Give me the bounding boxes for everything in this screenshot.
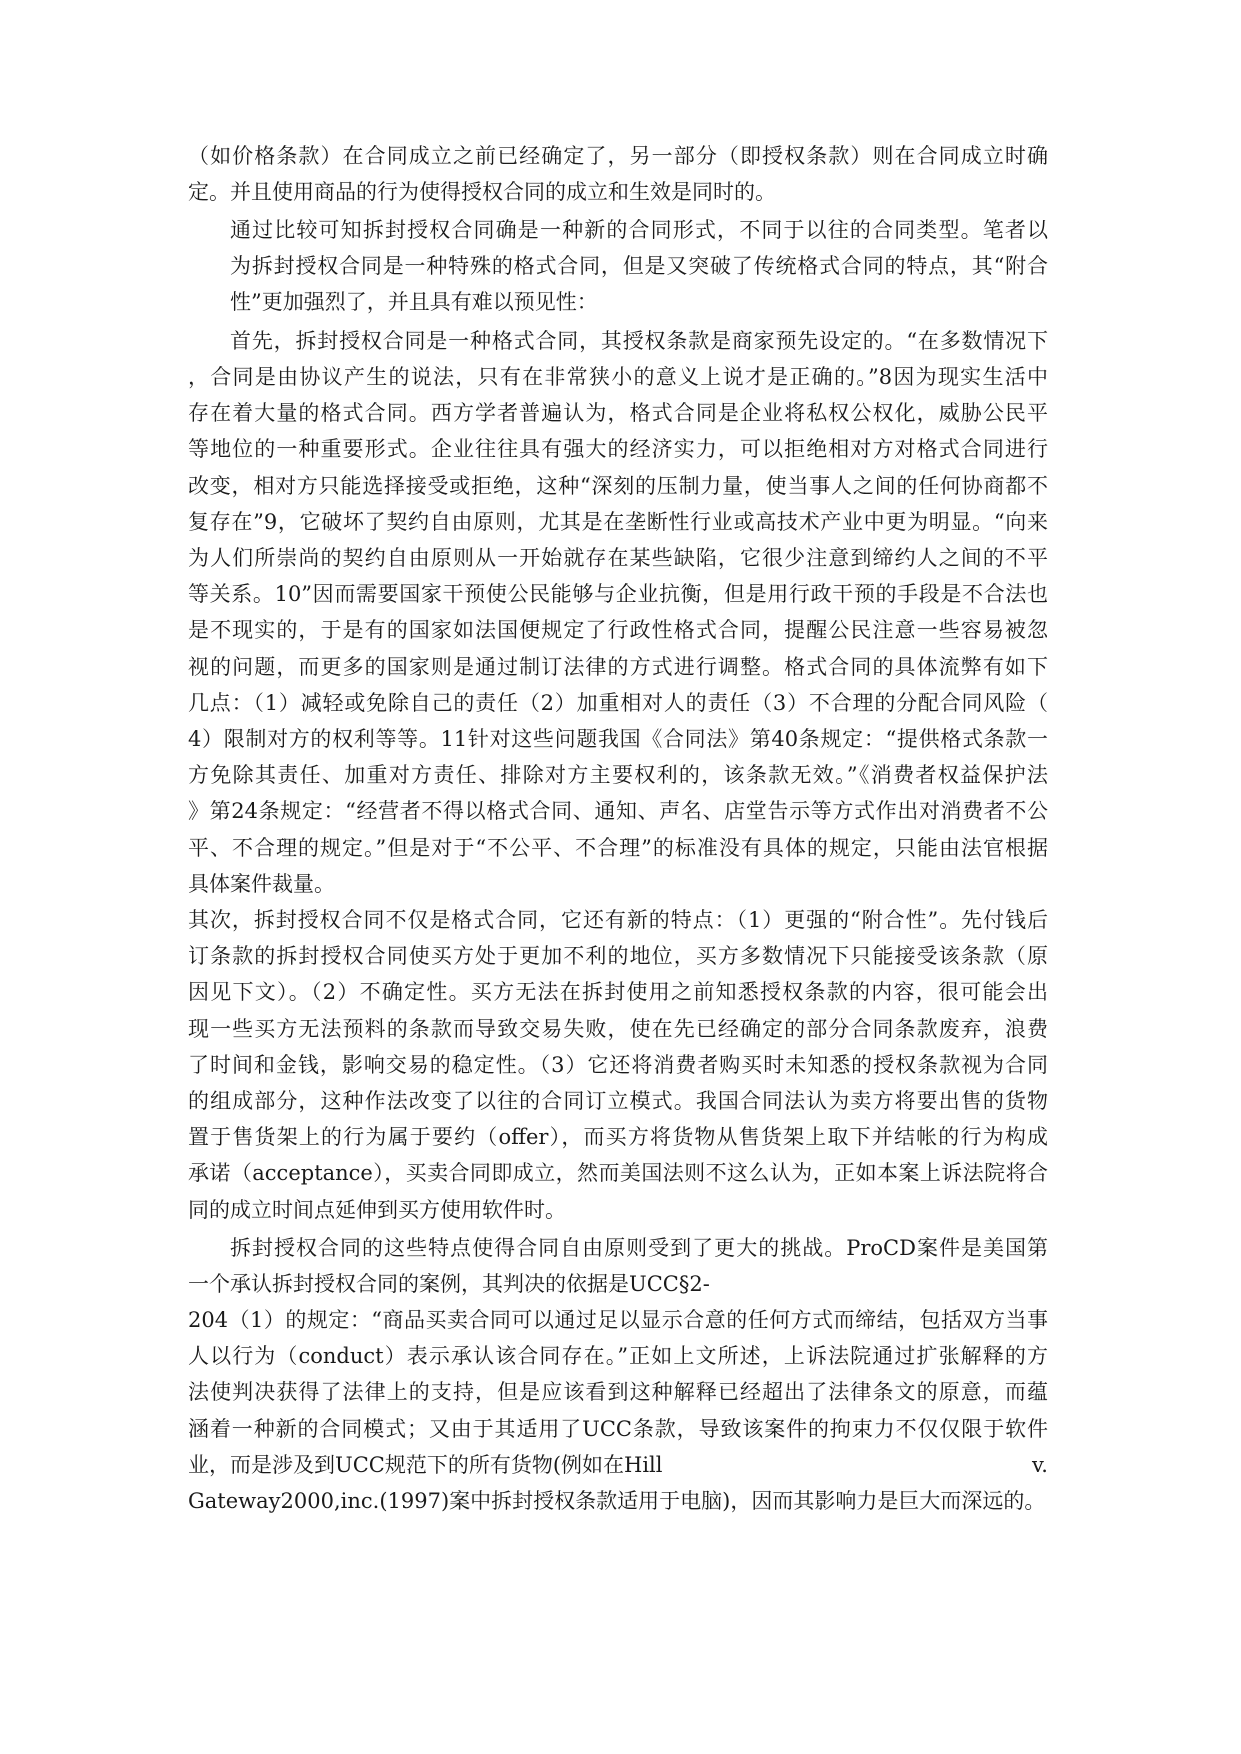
text-line: 现一些买方无法预料的条款而导致交易失败，使在先已经确定的部分合同条款废弃，浪费 [188, 1017, 1048, 1041]
text-line: 定。并且使用商品的行为使得授权合同的成立和生效是同时的。 [188, 180, 776, 204]
text-line: （如价格条款）在合同成立之前已经确定了，另一部分（即授权条款）则在合同成立时确 [188, 144, 1048, 168]
text-line: 因见下文）。（2）不确定性。买方无法在拆封使用之前知悉授权条款的内容，很可能会出 [188, 980, 1048, 1004]
text-line: Gateway2000,inc.(1997)案中拆封授权条款适用于电脑)，因而其影响力是巨大而深远的。 [188, 1489, 1046, 1513]
text-line: 存在着大量的格式合同。西方学者普遍认为，格式合同是企业将私权公权化，威胁公民平 [188, 401, 1048, 425]
text-line: 同的成立时间点延伸到买方使用软件时。 [188, 1198, 566, 1222]
text-line: 具体案件裁量。 [188, 872, 335, 896]
text-line: v. [1031, 1453, 1048, 1477]
text-line: 其次，拆封授权合同不仅是格式合同，它还有新的特点：（1）更强的“附合性”。先付钱后 [188, 908, 1048, 932]
text-line: 业，而是涉及到UCC规范下的所有货物(例如在Hill [188, 1453, 663, 1477]
text-line: 平、不合理的规定。”但是对于“不公平、不合理”的标准没有具体的规定，只能由法官根据 [188, 836, 1048, 860]
text-line: 首先，拆封授权合同是一种格式合同，其授权条款是商家预先设定的。“在多数情况下 [230, 329, 1048, 353]
text-line: 几点：（1）减轻或免除自己的责任（2）加重相对人的责任（3）不合理的分配合同风险（ [188, 691, 1048, 715]
text-line: 4）限制对方的权利等等。11针对这些问题我国《合同法》第40条规定：“提供格式条款一 [188, 727, 1048, 751]
text-line: 拆封授权合同的这些特点使得合同自由原则受到了更大的挑战。ProCD案件是美国第 [230, 1236, 1048, 1260]
text-line: 订条款的拆封授权合同使买方处于更加不利的地位，买方多数情况下只能接受该条款（原 [188, 944, 1048, 968]
text-line: 方免除其责任、加重对方责任、排除对方主要权利的，该条款无效。”《消费者权益保护法 [188, 763, 1048, 787]
text-line: 等关系。10”因而需要国家干预使公民能够与企业抗衡，但是用行政干预的手段是不合法也 [188, 582, 1048, 606]
text-line: 是不现实的，于是有的国家如法国便规定了行政性格式合同，提醒公民注意一些容易被忽 [188, 618, 1048, 642]
text-line: 置于售货架上的行为属于要约（offer），而买方将货物从售货架上取下并结帐的行为构成 [188, 1125, 1048, 1149]
text-line: 204（1）的规定：“商品买卖合同可以通过足以显示合意的任何方式而缔结，包括双方当事 [188, 1308, 1048, 1332]
text-line: 为拆封授权合同是一种特殊的格式合同，但是又突破了传统格式合同的特点，其“附合 [230, 254, 1048, 278]
text-line: ，合同是由协议产生的说法，只有在非常狭小的意义上说才是正确的。”8因为现实生活中 [188, 365, 1048, 389]
text-line: 了时间和金钱，影响交易的稳定性。（3）它还将消费者购买时未知悉的授权条款视为合同 [188, 1053, 1048, 1077]
text-line: 法使判决获得了法律上的支持，但是应该看到这种解释已经超出了法律条文的原意，而蕴 [188, 1380, 1048, 1404]
text-line: 一个承认拆封授权合同的案例，其判决的依据是UCC§2- [188, 1272, 710, 1296]
text-line: 通过比较可知拆封授权合同确是一种新的合同形式，不同于以往的合同类型。笔者以 [230, 218, 1048, 242]
text-line: 的组成部分，这种作法改变了以往的合同订立模式。我国合同法认为卖方将要出售的货物 [188, 1089, 1048, 1113]
text-line: 复存在”9，它破坏了契约自由原则，尤其是在垄断性行业或高技术产业中更为明显。“向来 [188, 510, 1048, 534]
text-line: 涵着一种新的合同模式；又由于其适用了UCC条款，导致该案件的拘束力不仅仅限于软件 [188, 1417, 1048, 1441]
text-line: 改变，相对方只能选择接受或拒绝，这种“深刻的压制力量，使当事人之间的任何协商都不 [188, 474, 1048, 498]
text-line: 等地位的一种重要形式。企业往往具有强大的经济实力，可以拒绝相对方对格式合同进行 [188, 437, 1048, 461]
text-line: 性”更加强烈了，并且具有难以预见性： [230, 290, 598, 314]
text-line: 视的问题，而更多的国家则是通过制订法律的方式进行调整。格式合同的具体流弊有如下 [188, 655, 1048, 679]
text-line: 承诺（acceptance），买卖合同即成立，然而美国法则不这么认为，正如本案上诉法院将合 [188, 1161, 1048, 1185]
text-line: 为人们所崇尚的契约自由原则从一开始就存在某些缺陷，它很少注意到缔约人之间的不平 [188, 546, 1048, 570]
text-line: 人以行为（conduct）表示承认该合同存在。”正如上文所述，上诉法院通过扩张解释的方 [188, 1344, 1048, 1368]
text-line: 》第24条规定：“经营者不得以格式合同、通知、声名、店堂告示等方式作出对消费者不公 [188, 799, 1048, 823]
